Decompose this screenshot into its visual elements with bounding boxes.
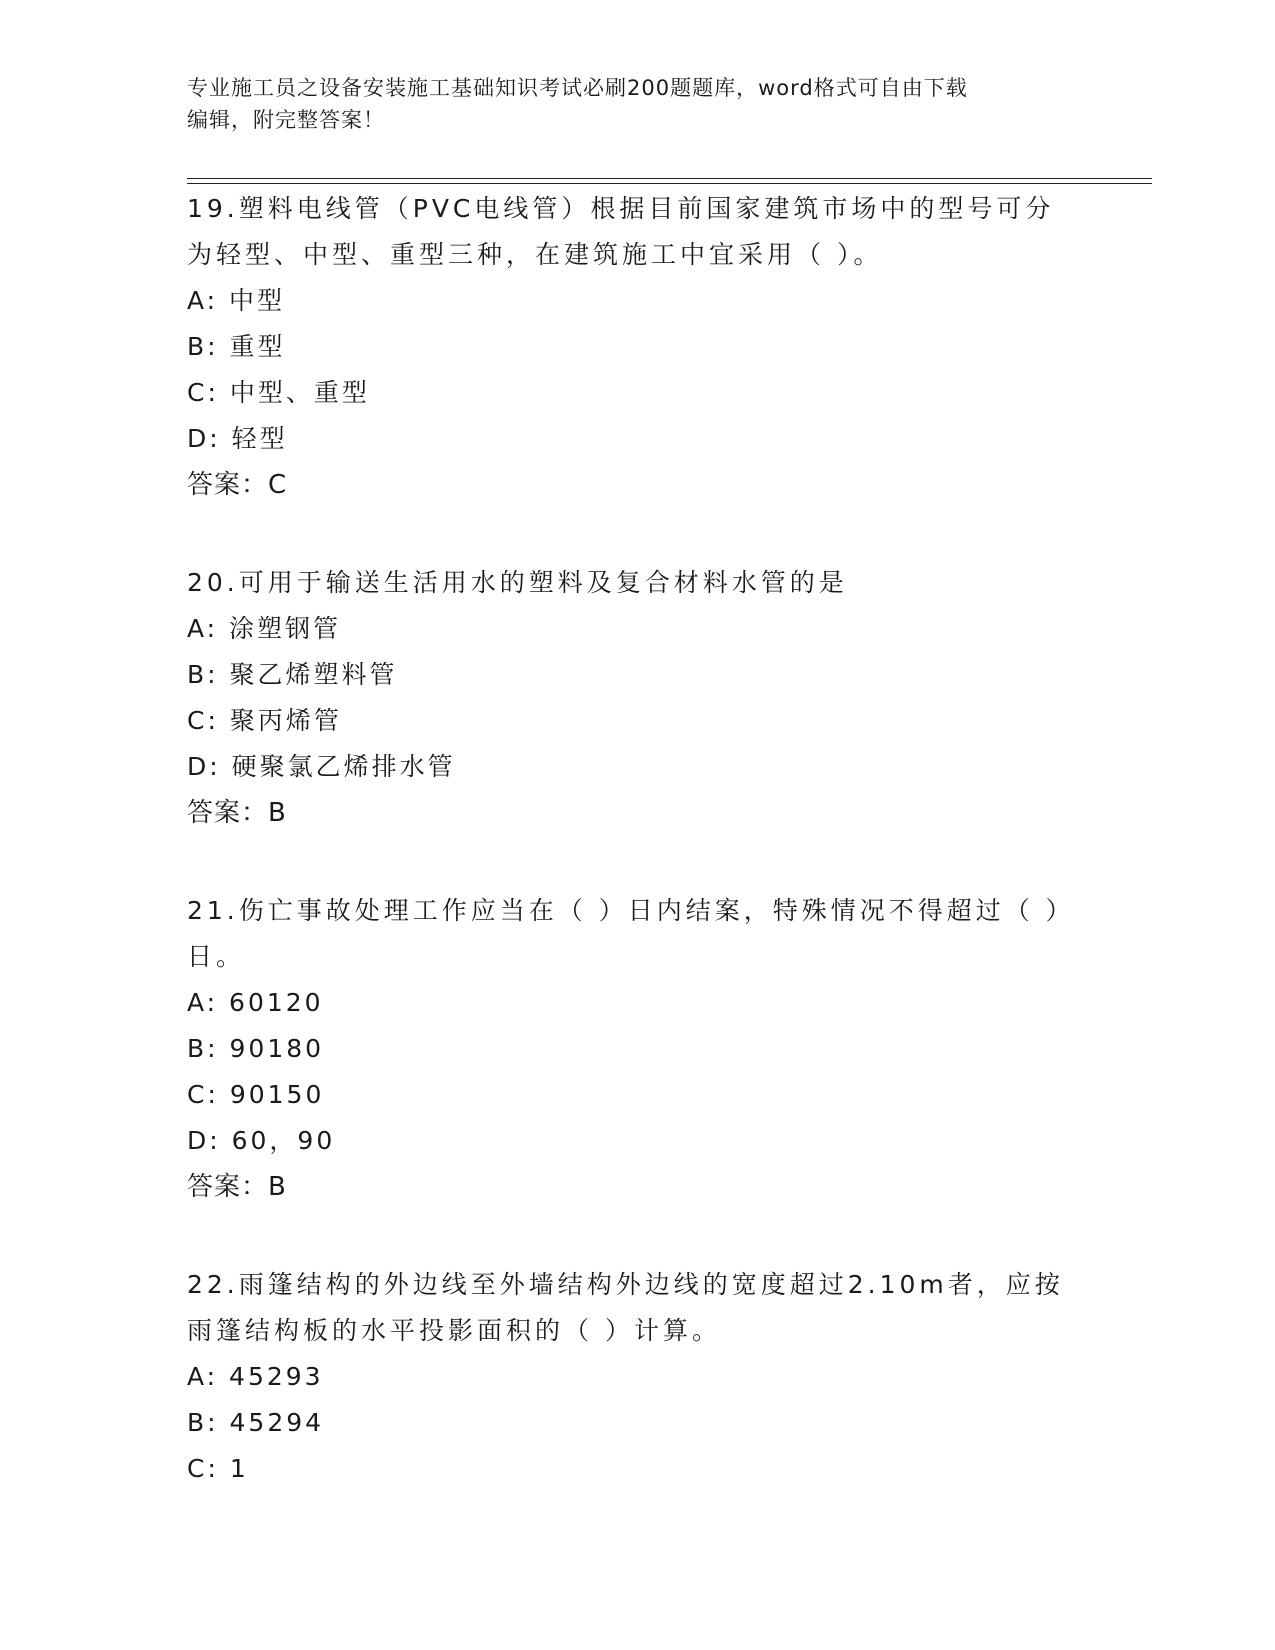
- header-line-2: 编辑，附完整答案！: [187, 108, 385, 132]
- option-b: B: 聚乙烯塑料管: [187, 660, 398, 689]
- option-d: D: 60，90: [187, 1126, 336, 1155]
- answer-label: 答案：C: [187, 470, 288, 500]
- option-c: C: 聚丙烯管: [187, 706, 342, 735]
- option-d: D: 硬聚氯乙烯排水管: [187, 752, 456, 781]
- option-b: B: 45294: [187, 1408, 325, 1437]
- option-b: B: 重型: [187, 332, 286, 361]
- header-line-1: 专业施工员之设备安装施工基础知识考试必刷200题题库，word格式可自由下载: [187, 76, 968, 100]
- option-d: D: 轻型: [187, 424, 288, 453]
- header-divider-bottom: [187, 183, 1152, 184]
- question-text: 22.雨篷结构的外边线至外墙结构外边线的宽度超过2.10m者，应按雨篷结构板的水平投影面积的（ ）计算。: [187, 1270, 1064, 1345]
- document-header: [187, 72, 1087, 136]
- question-19: [187, 186, 1067, 508]
- question-20: [187, 560, 1067, 836]
- question-text: 19.塑料电线管（PVC电线管）根据目前国家建筑市场中的型号可分为轻型、中型、重型三种，在建筑施工中宜采用（ ）。: [187, 194, 1055, 269]
- option-a: A: 45293: [187, 1362, 324, 1391]
- option-c: C: 中型、重型: [187, 378, 370, 407]
- option-c: C: 90150: [187, 1080, 325, 1109]
- header-divider-top: [187, 178, 1152, 179]
- option-a: A: 涂塑钢管: [187, 614, 342, 643]
- question-text: 20.可用于输送生活用水的塑料及复合材料水管的是: [187, 568, 848, 597]
- option-a: A: 60120: [187, 988, 324, 1017]
- answer-label: 答案：B: [187, 1172, 287, 1202]
- answer-label: 答案：B: [187, 798, 287, 828]
- question-list: [187, 186, 1067, 1544]
- question-text: 21.伤亡事故处理工作应当在（ ）日内结案，特殊情况不得超过（ ）日。: [187, 896, 1063, 971]
- question-21: [187, 888, 1067, 1210]
- question-22: [187, 1262, 1067, 1492]
- option-b: B: 90180: [187, 1034, 325, 1063]
- option-c: C: 1: [187, 1454, 249, 1483]
- option-a: A: 中型: [187, 286, 286, 315]
